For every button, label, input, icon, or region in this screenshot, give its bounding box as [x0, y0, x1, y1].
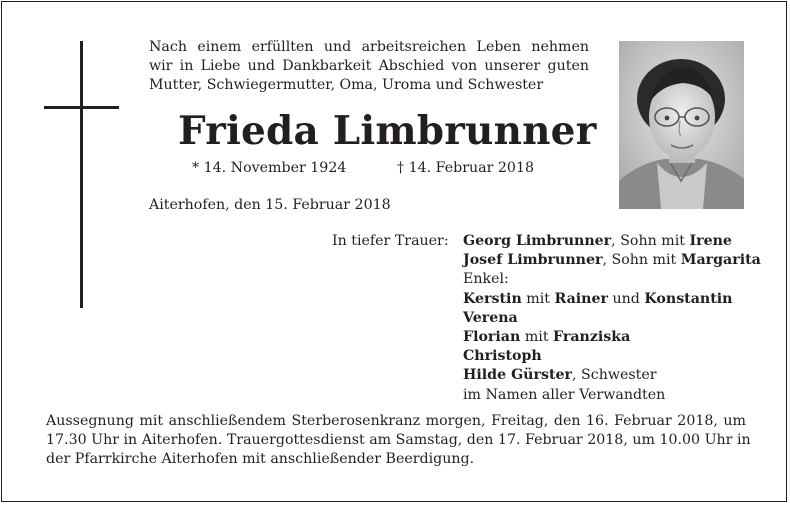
birth-date: * 14. November 1924: [192, 160, 347, 176]
mourner-line: [463, 366, 761, 385]
mourner-line: [463, 309, 761, 328]
funeral-line: Aussegnung mit anschließendem Sterberosenkranz morgen, Freitag, den 16. Februar 2018, um: [46, 413, 746, 429]
mourners-list: [463, 232, 761, 405]
grandchildren-label: Enkel:: [463, 271, 509, 288]
death-date: † 14. Februar 2018: [397, 160, 534, 176]
mourners-label: In tiefer Trauer:: [332, 233, 449, 249]
place-date: Aiterhofen, den 15. Februar 2018: [149, 197, 391, 213]
mourner-partner: Rainer: [554, 290, 608, 307]
funeral-line: der Pfarrkirche Aiterhofen mit anschließender Beerdigung.: [46, 451, 475, 467]
mourner-line: [463, 328, 761, 347]
mourner-relation: , Schwester: [572, 367, 657, 384]
mourner-relation: , Sohn mit: [611, 233, 690, 249]
mourner-name: Georg Limbrunner: [463, 233, 612, 249]
intro-line: Mutter, Schwiegermutter, Oma, Uroma und Schwester: [149, 77, 544, 93]
mourner-line: [463, 232, 761, 251]
intro-text: [149, 38, 589, 95]
mourner-line: [463, 290, 761, 309]
funeral-line: 17.30 Uhr in Aiterhofen. Trauergottesdienst am Samstag, den 17. Februar 2018, um 10.00 Uhr in: [46, 432, 751, 448]
mourner-connector: und: [608, 290, 645, 307]
intro-line: wir in Liebe und Dankbarkeit Abschied von unserer guten: [149, 58, 589, 74]
mourner-partner: Irene: [689, 233, 732, 249]
mourner-partner: Franziska: [553, 329, 631, 346]
mourner-connector: mit: [521, 290, 555, 307]
mourner-relation: , Sohn mit: [602, 252, 681, 269]
funeral-info: [46, 412, 751, 469]
mourner-name: Christoph: [463, 348, 542, 365]
mourner-child: Konstantin: [644, 290, 733, 307]
mourner-name: Kerstin: [463, 290, 522, 307]
mourner-name: Verena: [463, 309, 518, 326]
mourners-closing: im Namen aller Verwandten: [463, 386, 666, 403]
intro-line: Nach einem erfüllten und arbeitsreichen Leben nehmen: [149, 39, 589, 55]
portrait-photo: [619, 41, 744, 209]
mourner-partner: Margarita: [680, 252, 761, 269]
mourner-line: [463, 347, 761, 366]
mourner-line: [463, 251, 761, 270]
mourner-relation: mit: [520, 329, 554, 346]
mourner-name: Hilde Gürster: [463, 367, 573, 384]
deceased-name: Frieda Limbrunner: [178, 108, 597, 154]
mourner-name: Florian: [463, 329, 521, 346]
mourner-name: Josef Limbrunner: [463, 252, 603, 269]
